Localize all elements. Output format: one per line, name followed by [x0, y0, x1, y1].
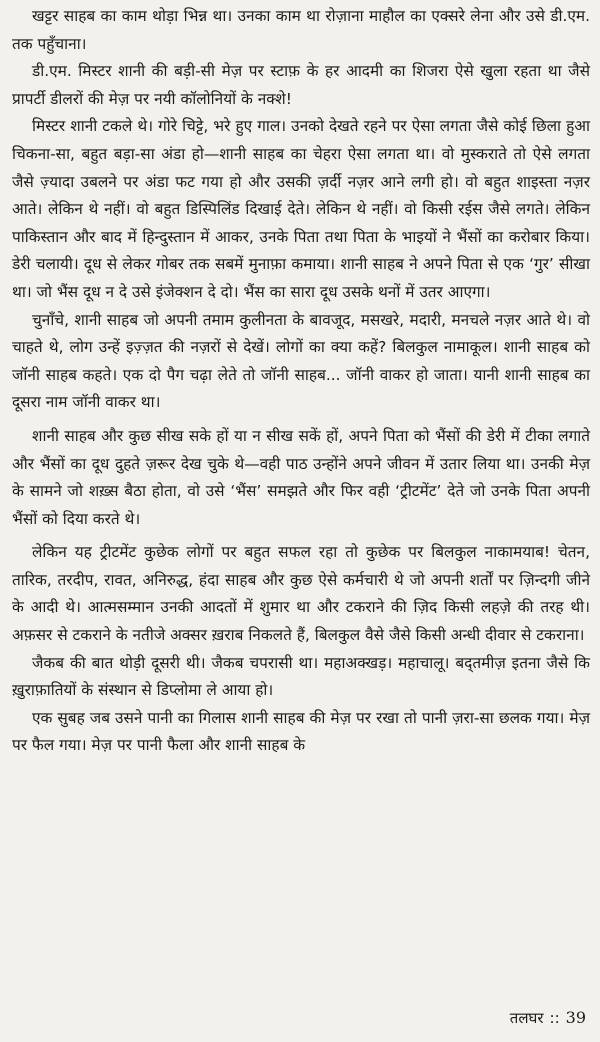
paragraph-7: जैकब की बात थोड़ी दूसरी थी। जैकब चपरासी था। महाअक्खड़। महाचालू। बद्तमीज़ इतना जैसे कि ख़ुराफ़ातियों के संस्थान से डिप्लोमा ले आया हो। [12, 653, 590, 700]
paragraph-3: मिस्टर शानी टकले थे। गोरे चिट्टे, भरे हुए गाल। उनको देखते रहने पर ऐसा लगता जैसे कोई छिला हुआ चिकना-सा, बहुत बड़ा-सा अंडा हो—शानी साहब का चेहरा ऐसा लगता था। वो मुस्कराते तो ऐसे लगता जैसे ज़्यादा उबलने पर अंडा फट गया हो और उसकी ज़र्दी नज़र आने लगी हो। वो बहुत शाइस्ता नज़र आते। लेकिन थे नहीं। वो बहुत डिस्पिलिंड दिखाई देते। लेकिन थे नहीं। वो किसी रईस जैसे लगते। लेकिन पाकिस्तान और बाद में हिन्दुस्तान में आकर, उनके पिता तथा पिता के भाइयों ने भैंसों का करोबार किया। डेरी चलायी। दूध से लेकर गोबर तक सबमें मुनाफ़ा कमाया। शानी साहब ने अपने पिता से एक ‘गुर’ सीखा था। जो भैंस दूध न दे उसे इंजेक्शन दे दो। भैंस का सारा दूध उसके थनों में उतर आएगा। [12, 117, 590, 301]
footer-separator: :: [549, 1009, 560, 1027]
paragraph-4: चुनाँचे, शानी साहब जो अपनी तमाम कुलीनता के बावजूद, मसखरे, मदारी, मनचले नज़र आते थे। वो चाहते थे, लोग उन्हें इज़्ज़त की नज़रों से देखें। लोगों का क्या कहें? बिलकुल नामाकूल। शानी साहब को जॉनी साहब कहते। एक दो पैग चढ़ा लेते तो जॉनी साहब... जॉनी वाकर हो जाता। यानी शानी साहब का दूसरा नाम जॉनी वाकर था। [12, 310, 590, 412]
paragraph-8: एक सुबह जब उसने पानी का गिलास शानी साहब की मेज़ पर रखा तो पानी ज़रा-सा छलक गया। मेज़ पर फैल गया। मेज़ पर पानी फैला और शानी साहब के [12, 708, 590, 755]
book-title: तलघर [509, 1009, 544, 1027]
paragraph-5: शानी साहब और कुछ सीख सके हों या न सीख सकें हों, अपने पिता को भैंसों की डेरी में टीका लगाते और भैंसों का दूध दुहते ज़रूर देख चुके थे—वही पाठ उन्होंने अपने जीवन में उतार लिया था। उनकी मेज़ के सामने जो शख़्स बैठा होता, वो उसे ‘भैंस’ समझते और फिर वही ‘ट्रीटमेंट’ देते जो उनके पिता अपनी भैंसों को दिया करते थे। [12, 426, 590, 528]
paragraph-2: डी.एम. मिस्टर शानी की बड़ी-सी मेज़ पर स्टाफ़ के हर आदमी का शिजरा ऐसे खुला रहता था जैसे प्रापर्टी डीलरों की मेज़ पर नयी कॉलोनियों के नक्शे! [12, 62, 590, 108]
page-number: 39 [565, 1008, 586, 1027]
paragraph-6: लेकिन यह ट्रीटमेंट कुछेक लोगों पर बहुत सफल रहा तो कुछेक पर बिलकुल नाकामयाब! चेतन, तारिक, तरदीप, रावत, अनिरुद्ध, हंदा साहब और कुछ ऐसे कर्मचारी थे जो अपनी शर्तों पर ज़िन्दगी जीने के आदी थे। आत्मसम्मान उनकी आदतों में शुमार था और टकराने की ज़िद किसी लहज़े की तरह थी। अफ़सर से टकराने के नतीजे अक्सर ख़राब निकलते हैं, बिलकुल वैसे जैसे किसी अन्धी दीवार से टकराना। [12, 543, 590, 645]
page-footer [510, 1008, 586, 1028]
paragraph-1: खट्टर साहब का काम थोड़ा भिन्न था। उनका काम था रोज़ाना माहौल का एक्सरे लेना और उसे डी.एम. तक पहुँचाना। [12, 7, 590, 53]
